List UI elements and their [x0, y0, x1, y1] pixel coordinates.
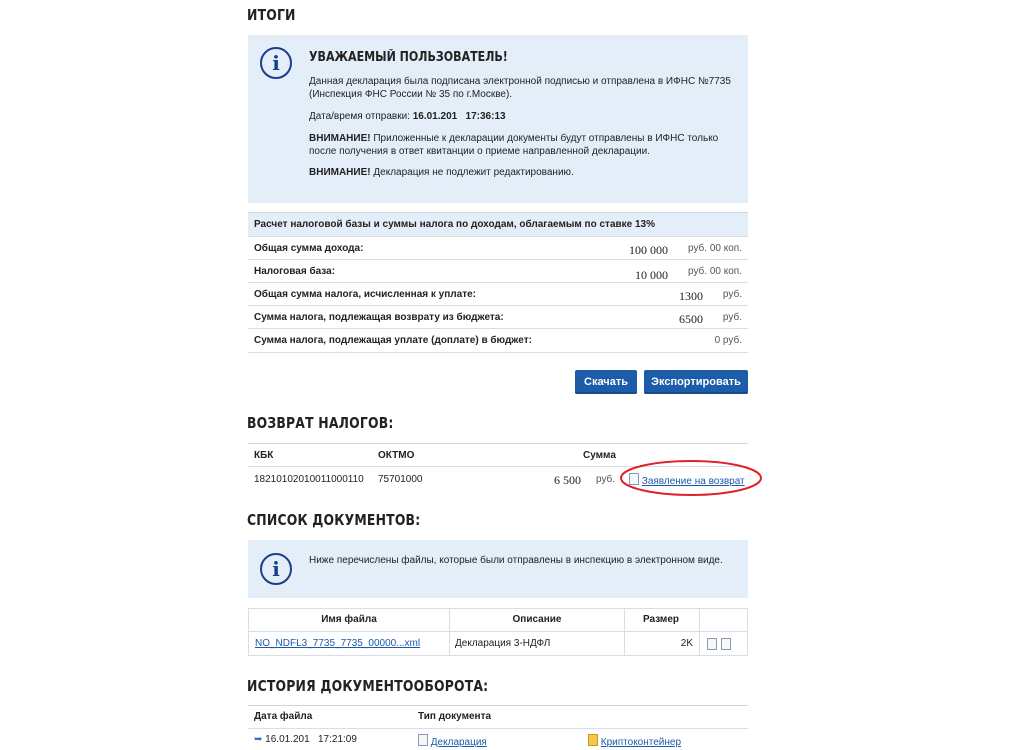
declaration-link[interactable]: Декларация — [430, 737, 487, 748]
row-unit: 0 руб. — [714, 335, 742, 346]
table-row — [248, 329, 748, 353]
summary-heading: ИТОГИ — [247, 6, 296, 24]
row-unit: руб. — [722, 312, 742, 323]
col-kbk: КБК — [254, 450, 274, 461]
warning-1-label: ВНИМАНИЕ! — [309, 133, 371, 144]
file-description: Декларация 3-НДФЛ — [455, 638, 551, 649]
info-para-line1: Данная декларация была подписана электронной подписью и отправлена в ИФНС №7735 — [309, 76, 731, 87]
row-label: Сумма налога, подлежащая уплате (доплате) в бюджет: — [254, 335, 532, 346]
tax-table — [248, 212, 748, 354]
row-label: Сумма налога, подлежащая возврату из бюджета: — [254, 312, 504, 323]
warning-1 — [309, 133, 718, 144]
row-label: Общая сумма дохода: — [254, 243, 364, 254]
info-icon: i — [260, 47, 292, 79]
row-label: Налоговая база: — [254, 266, 336, 277]
row-unit: руб. 00 коп. — [688, 266, 742, 277]
col-size: Размер — [642, 614, 679, 625]
history-date-text: 16.01.201 17:21:09 — [265, 734, 357, 745]
docs-heading: СПИСОК ДОКУМЕНТОВ: — [247, 511, 421, 529]
document-icon — [418, 734, 428, 746]
refund-application-link[interactable]: Заявление на возврат — [641, 476, 745, 487]
file-size: 2K — [680, 638, 693, 649]
col-doc-type: Тип документа — [418, 711, 492, 722]
export-button[interactable]: Экспортировать — [644, 370, 748, 394]
sum-unit: руб. — [596, 474, 616, 485]
container-icon — [588, 734, 598, 746]
table-row — [248, 283, 748, 306]
info-panel — [248, 35, 748, 203]
row-value: 1300 — [679, 289, 703, 303]
sent-value: 16.01.201 17:36:13 — [412, 111, 506, 122]
row-unit: руб. 00 коп. — [688, 243, 742, 254]
sent-datetime — [309, 111, 506, 122]
row-value: 10 000 — [635, 268, 668, 282]
tax-table-header — [248, 213, 748, 237]
sent-label: Дата/время отправки: — [309, 111, 410, 122]
file-name-link[interactable]: NO_NDFL3_7735_7735_00000...xml — [255, 638, 421, 649]
download-button[interactable]: Скачать — [575, 370, 637, 394]
col-description: Описание — [512, 614, 562, 625]
docs-info-text: Ниже перечислены файлы, которые были отправлены в инспекцию в электронном виде. — [309, 555, 723, 566]
table-row — [249, 632, 747, 655]
col-file-name: Имя файла — [321, 614, 377, 625]
warning-1-line2: после получения в ответ квитанции о приеме направленной декларации. — [309, 146, 650, 157]
history-date — [254, 734, 357, 745]
history-table-header — [248, 706, 748, 729]
info-para-line2: (Инспекция ФНС России № 35 по г.Москве). — [309, 89, 513, 100]
col-file-date: Дата файла — [254, 711, 313, 722]
row-value: 6500 — [679, 312, 703, 326]
info-icon: i — [260, 553, 292, 585]
history-heading: ИСТОРИЯ ДОКУМЕНТООБОРОТА: — [247, 677, 489, 695]
col-oktmo: ОКТМО — [378, 450, 415, 461]
warning-1-text: Приложенные к декларации документы будут отправлены в ИФНС только — [370, 133, 719, 144]
row-unit: руб. — [722, 289, 742, 300]
crypto-container-link[interactable]: Криптоконтейнер — [600, 737, 682, 748]
warning-2 — [309, 167, 574, 178]
table-row — [248, 237, 748, 260]
history-container — [588, 734, 681, 748]
info-title: УВАЖАЕМЫЙ ПОЛЬЗОВАТЕЛЬ! — [309, 50, 508, 65]
docs-table-header — [249, 609, 747, 632]
docs-table — [248, 608, 748, 656]
history-table — [248, 705, 748, 750]
arrow-icon: ➥ — [254, 734, 263, 745]
refund-heading: ВОЗВРАТ НАЛОГОВ: — [247, 414, 394, 432]
table-row — [248, 729, 748, 749]
row-value: 100 000 — [629, 243, 668, 257]
highlight-ellipse — [617, 458, 765, 498]
row-label: Общая сумма налога, исчисленная к уплате: — [254, 289, 476, 300]
table-row — [248, 260, 748, 283]
warning-2-label: ВНИМАНИЕ! — [309, 167, 371, 178]
warning-2-text: Декларация не подлежит редактированию. — [370, 167, 574, 178]
view-file-icon[interactable] — [707, 638, 717, 650]
sum-value: 6 500 — [554, 473, 581, 487]
col-sum: Сумма — [583, 450, 616, 461]
history-type — [418, 734, 487, 748]
docs-info-panel — [248, 540, 748, 598]
table-row — [248, 306, 748, 329]
kbk-value: 18210102010011000110 — [254, 474, 364, 485]
signature-file-icon[interactable] — [721, 638, 731, 650]
tax-table-title: Расчет налоговой базы и суммы налога по доходам, облагаемым по ставке 13% — [254, 219, 656, 230]
oktmo-value: 75701000 — [378, 474, 423, 485]
